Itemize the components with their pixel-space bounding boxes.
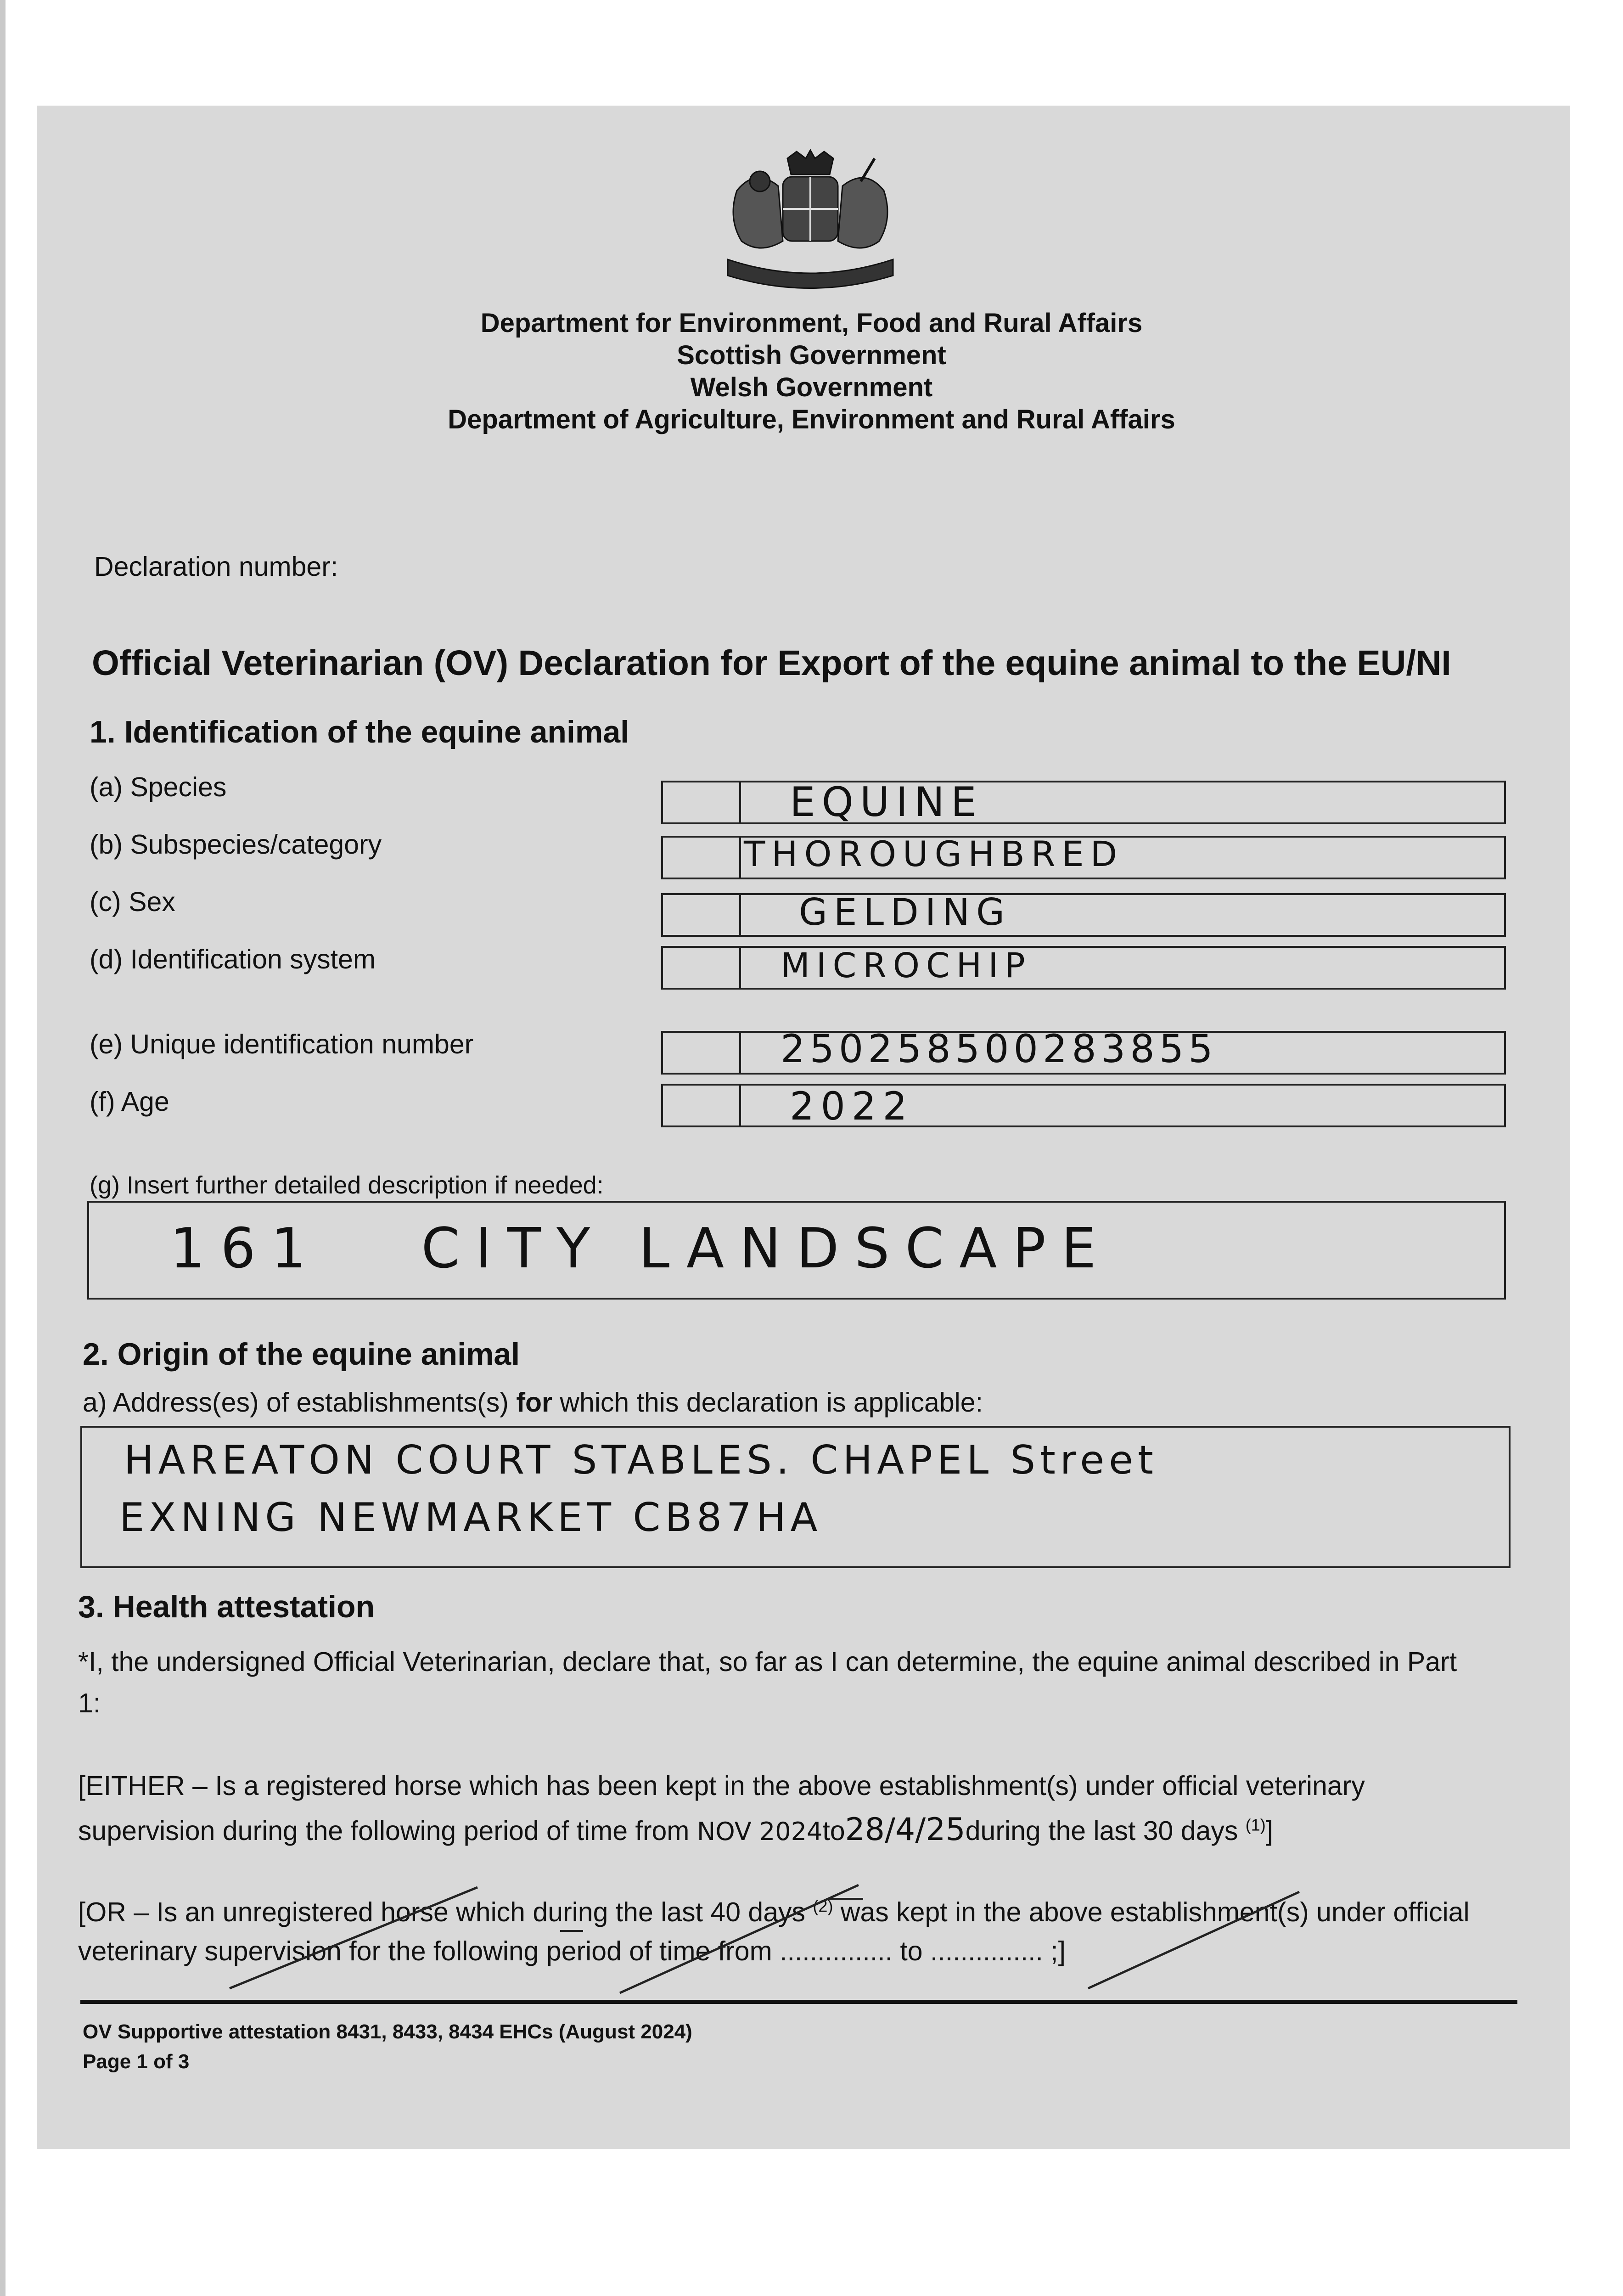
declaration-number-label: Declaration number: — [94, 551, 338, 582]
species-value: EQUINE — [790, 778, 983, 826]
footer-divider — [80, 2000, 1517, 2004]
either-from-date[interactable]: NOV 2024 — [696, 1817, 823, 1846]
department-name: Scottish Government — [677, 340, 946, 370]
address-line-2: EXNING NEWMARKET CB87HA — [119, 1495, 822, 1541]
either-to-date[interactable]: 28/4/25 — [845, 1812, 966, 1848]
field-label: (f) Age — [90, 1086, 169, 1117]
page-number: Page 1 of 3 — [83, 2050, 190, 2073]
department-name: Welsh Government — [690, 372, 933, 402]
address-label-bold: for — [516, 1387, 553, 1418]
either-text-post: during the last 30 days — [965, 1816, 1238, 1846]
address-line-1: HAREATON COURT STABLES. CHAPEL Street — [124, 1437, 1158, 1483]
field-label: (a) Species — [90, 772, 227, 802]
or-clause-line: veterinary supervision for the following period of time from ............... to ............... ;] — [78, 1936, 1066, 1966]
further-description-label: (g) Insert further detailed description if needed: — [90, 1171, 604, 1199]
section-heading: 1. Identification of the equine animal — [90, 715, 629, 749]
unique-id-value: 250258500283855 — [781, 1026, 1218, 1071]
either-to-word: to — [822, 1816, 845, 1846]
field-label: (c) Sex — [90, 887, 175, 917]
section-heading: 2. Origin of the equine animal — [83, 1337, 520, 1372]
either-close-bracket: ] — [1265, 1816, 1274, 1846]
department-name: Department for Environment, Food and Rural Affairs — [480, 308, 1143, 338]
field-label: (e) Unique identification number — [90, 1029, 474, 1059]
address-label-pre: a) Address(es) of establishments(s) — [83, 1387, 517, 1418]
attestation-intro-line: *I, the undersigned Official Veterinarian, declare that, so far as I can determine, the equine animal described in Part — [78, 1647, 1457, 1677]
either-clause-line: [EITHER – Is a registered horse which has been kept in the above establishment(s) under official veterinary — [78, 1771, 1365, 1801]
attestation-intro-line: 1: — [78, 1688, 101, 1718]
sex-value: GELDING — [799, 891, 1011, 934]
address-label-post: which this declaration is applicable: — [552, 1387, 983, 1418]
identification-system-value: MICROCHIP — [781, 946, 1032, 985]
footnote-ref: (2) — [813, 1896, 833, 1916]
or-text-pre: [OR – Is an unregistered horse which during the last 40 days — [78, 1897, 813, 1927]
field-label: (b) Subspecies/category — [90, 829, 382, 860]
or-text-post: was kept in the above establishment(s) under official — [833, 1897, 1470, 1927]
footer-reference: OV Supportive attestation 8431, 8433, 8434 EHCs (August 2024) — [83, 2020, 692, 2043]
either-text-pre: supervision during the following period of time from — [78, 1816, 697, 1846]
department-name: Department of Agriculture, Environment and Rural Affairs — [448, 405, 1175, 434]
age-value: 2022 — [790, 1084, 914, 1129]
field-label: (d) Identification system — [90, 944, 376, 974]
subspecies-value: THOROUGHBRED — [744, 833, 1124, 874]
footnote-ref: (1) — [1245, 1815, 1266, 1835]
document-title: Official Veterinarian (OV) Declaration for Export of the equine animal to the EU/NI — [92, 643, 1451, 683]
further-description-value: 161 CITY LANDSCAPE — [170, 1217, 1112, 1281]
section-heading: 3. Health attestation — [78, 1589, 375, 1624]
